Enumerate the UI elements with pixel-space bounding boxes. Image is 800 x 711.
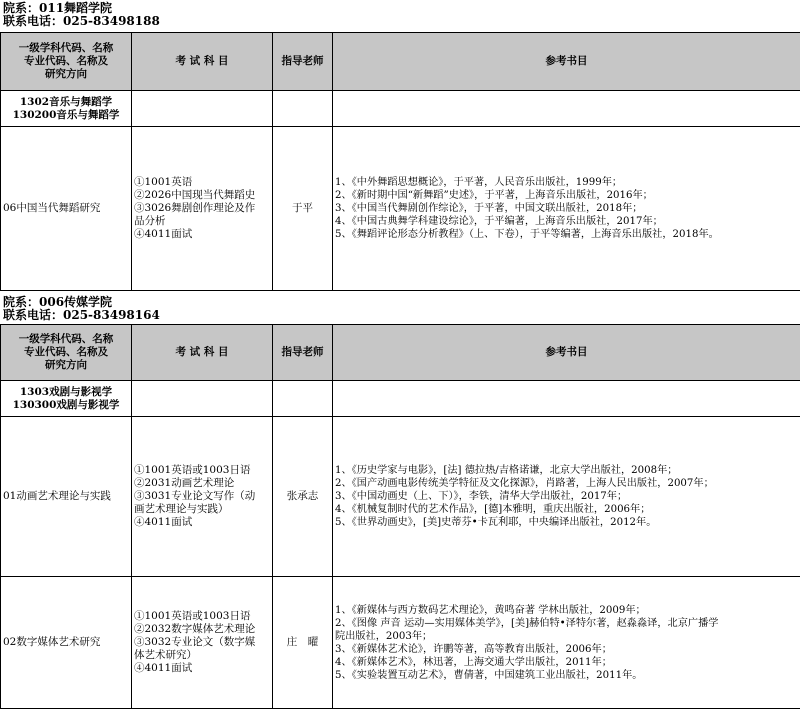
- book-item: 院出版社，2003年；: [335, 630, 433, 642]
- empty-cell: [132, 381, 273, 417]
- discipline-cell: [1, 381, 132, 417]
- header-exam: 考 试 科 目: [132, 33, 273, 91]
- direction-row: [1, 577, 800, 709]
- direction-row: [1, 127, 800, 291]
- dept-name: 院系：006传媒学院: [3, 295, 113, 309]
- table-header-row: [1, 33, 800, 91]
- empty-cell: [333, 381, 800, 417]
- exam-item: ②2032数字媒体艺术理论: [134, 623, 256, 635]
- header-teacher: 指导老师: [273, 325, 333, 381]
- exam-list: [132, 127, 273, 291]
- empty-cell: [273, 381, 333, 417]
- exam-item: ①1001英语: [134, 176, 193, 188]
- exam-item: ③3032专业论文（数字媒: [134, 636, 256, 648]
- book-item: 5、《舞蹈评论形态分析教程》（上、下卷），于平等编著，上海音乐出版社，2018年。: [335, 229, 719, 240]
- table-header-row: [1, 325, 800, 381]
- empty-cell: [273, 91, 333, 127]
- book-list: [333, 577, 800, 709]
- direction-name: 06中国当代舞蹈研究: [1, 127, 132, 291]
- header-code: 一级学科代码、名称 专业代码、名称及 研究方向: [1, 33, 132, 91]
- book-item: 1、《新媒体与西方数码艺术理论》，黄鸣奋著 学林出版社，2009年；: [335, 604, 646, 616]
- teacher-name: 庄 曜: [273, 577, 333, 709]
- exam-item: ③3031专业论文写作（动: [134, 490, 256, 502]
- header-books: 参考书目: [333, 325, 800, 381]
- book-item: 1、《历史学家与电影》，[法] 德拉热/吉格诺谦，北京大学出版社，2008年；: [335, 465, 678, 476]
- exam-item: 体艺术研究）: [134, 649, 197, 661]
- book-list: [333, 417, 800, 577]
- exam-list: [132, 577, 273, 709]
- dept-phone: 联系电话：025-83498164: [3, 308, 160, 322]
- major-code: 130300戏剧与影视学: [12, 398, 120, 411]
- exam-list: [132, 417, 273, 577]
- book-item: 4、《机械复制时代的艺术作品》，[德]本雅明，重庆出版社，2006年；: [335, 504, 651, 515]
- exam-item: ②2026中国现当代舞蹈史: [134, 189, 256, 201]
- book-item: 5、《实验装置互动艺术》，曹倩著，中国建筑工业出版社，2011年。: [335, 669, 643, 681]
- discipline-code: 1303戏剧与影视学: [19, 385, 113, 398]
- book-item: 2、《新时期中国“新舞蹈”史述》，于平著，上海音乐出版社，2016年；: [335, 190, 653, 201]
- exam-item: ①1001英语或1003日语: [134, 610, 251, 622]
- direction-name: 01动画艺术理论与实践: [1, 417, 132, 577]
- empty-cell: [132, 91, 273, 127]
- dept-header-1: [3, 2, 160, 28]
- exam-item: ①1001英语或1003日语: [134, 464, 251, 476]
- course-table-2: [0, 324, 800, 709]
- book-item: 3、《中国当代舞剧创作综论》，于平著，中国文联出版社，2018年；: [335, 203, 643, 214]
- direction-name: 02数字媒体艺术研究: [1, 577, 132, 709]
- dept-header-2: [3, 296, 160, 322]
- book-item: 1、《中外舞蹈思想概论》，于平著，人民音乐出版社，1999年；: [335, 177, 623, 188]
- dept-phone: 联系电话：025-83498188: [3, 14, 160, 28]
- course-table-1: [0, 32, 800, 291]
- exam-item: ④4011面试: [134, 662, 193, 674]
- exam-item: ③3026舞剧创作理论及作: [134, 202, 256, 214]
- discipline-row: [1, 91, 800, 127]
- book-item: 5、《世界动画史》，[美]史蒂芬•卡瓦利耶，中央编译出版社，2012年。: [335, 517, 657, 528]
- header-exam: 考 试 科 目: [132, 325, 273, 381]
- book-item: 3、《新媒体艺术论》，许鹏等著，高等教育出版社，2006年；: [335, 643, 612, 655]
- book-item: 2、《国产动画电影传统美学特征及文化探源》，肖路著，上海人民出版社，2007年；: [335, 478, 714, 489]
- discipline-row: [1, 381, 800, 417]
- dept-name: 院系：011舞蹈学院: [3, 1, 113, 15]
- book-list: [333, 127, 800, 291]
- exam-item: 画艺术理论与实践）: [134, 503, 229, 515]
- exam-item: ④4011面试: [134, 516, 193, 528]
- direction-row: [1, 417, 800, 577]
- header-code: 一级学科代码、名称 专业代码、名称及 研究方向: [1, 325, 132, 381]
- major-code: 130200音乐与舞蹈学: [12, 108, 120, 121]
- book-item: 4、《新媒体艺术》，林迅著，上海交通大学出版社，2011年；: [335, 656, 612, 668]
- empty-cell: [333, 91, 800, 127]
- book-item: 2、《图像 声音 运动—实用媒体美学》，[美]赫伯特•泽特尔著，赵淼淼译，北京广播学: [335, 617, 719, 629]
- book-item: 3、《中国动画史（上、下）》，李铁，清华大学出版社，2017年；: [335, 491, 628, 502]
- teacher-name: 于平: [273, 127, 333, 291]
- header-books: 参考书目: [333, 33, 800, 91]
- exam-item: ④4011面试: [134, 228, 193, 240]
- exam-item: 品分析: [134, 215, 166, 227]
- teacher-name: 张承志: [273, 417, 333, 577]
- discipline-code: 1302音乐与舞蹈学: [19, 95, 113, 108]
- book-item: 4、《中国古典舞学科建设综论》，于平编著，上海音乐出版社，2017年；: [335, 216, 663, 227]
- discipline-cell: [1, 91, 132, 127]
- exam-item: ②2031动画艺术理论: [134, 477, 235, 489]
- header-teacher: 指导老师: [273, 33, 333, 91]
